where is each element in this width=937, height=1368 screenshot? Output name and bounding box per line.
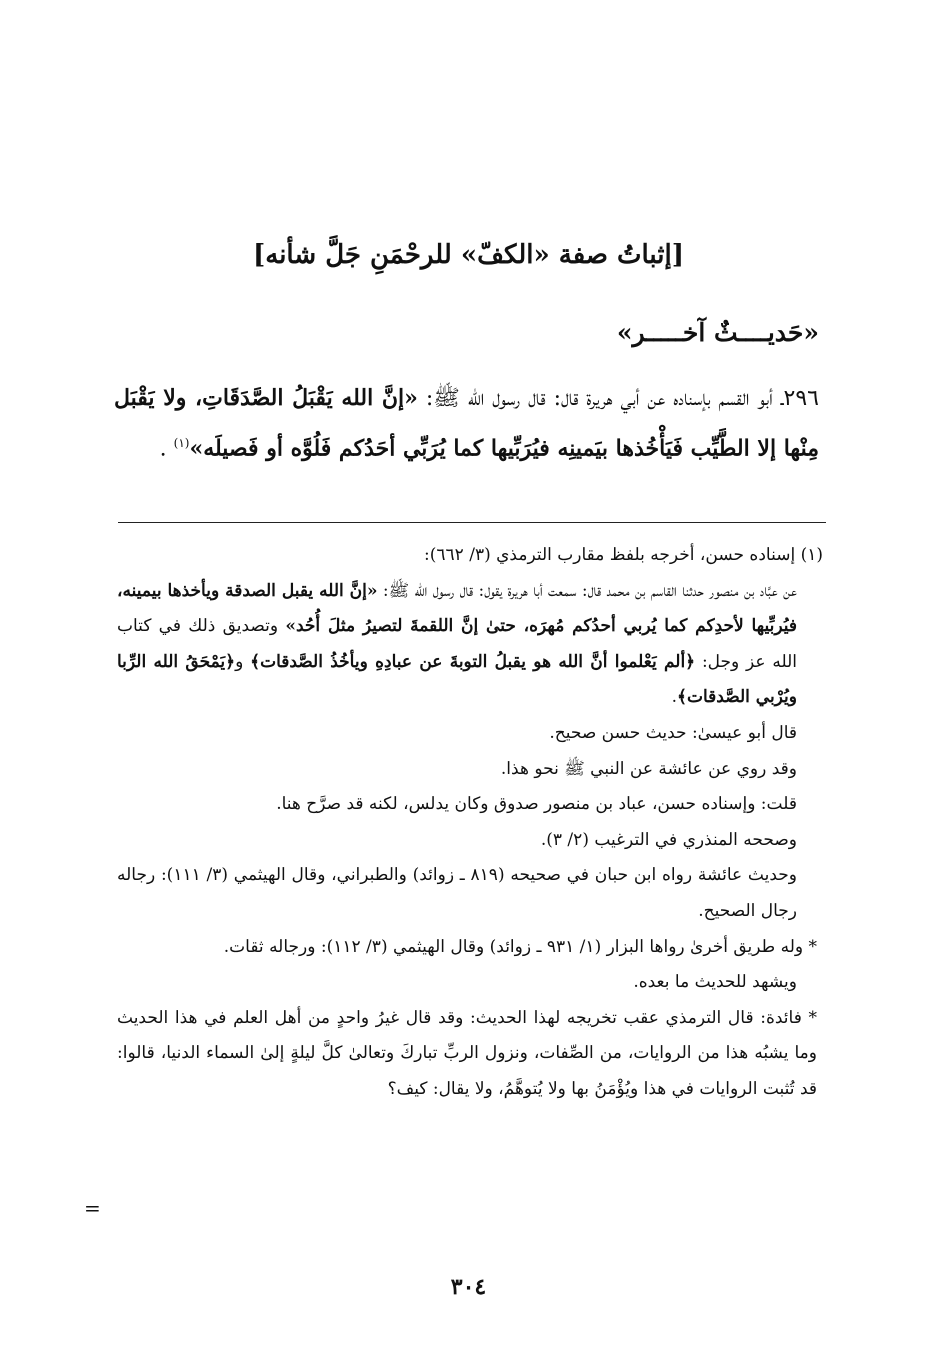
section-subtitle: «حَديــــثٌ آخـــــر»: [616, 318, 819, 347]
hadith-text: «إنَّ الله يَقْبَلُ الصَّدَقَاتِ، ولا يَقْبَل مِنْها إلا الطَّيِّب فَيَأْخُذها بيَمينِه فيُرَبِّيها كما يُرَبِّي أحَدُكم فَلُوَّه أو فَصيلَه»: [114, 385, 819, 462]
footnote-and: و: [235, 651, 251, 672]
footnote-faida: * فائدة: قال الترمذي عقب تخريجه لهذا الحديث: وقد قال غيرُ واحدٍ من أهل العلم في هذا الحديث وما يشبُه هذا من الروايات، من الصِّفات، ونزول الربِّ تباركَ وتعالىٰ كلَّ ليلةٍ إلىٰ السماء الدنيا، قالوا: قد تُثبت الروايات في هذا ويُؤْمَنُ بها ولا يُتوهَّمُ، ولا يقال: كيف؟: [117, 1007, 817, 1099]
footnote-marker: (١): [800, 545, 823, 565]
footnote-intro-text: إسناده حسن، أخرجه بلفظ مقارب الترمذي (٣/ ٦٦٢):: [424, 545, 801, 565]
footnote-qultu: قلت: وإسناده حسن، عباد بن منصور صدوق وكان يدلس، لكنه قد صرَّح هنا.: [276, 794, 797, 815]
footnote-hadith-text: «إنَّ الله يقبل الصدقة ويأخذها بيمينه، فيُربِّيها لأحدِكم كما يُربي أحدُكم مُهرَه، حتىٰ إنَّ اللقمةَ لتصيرُ مثلَ أُحُد»: [117, 580, 797, 637]
footnote-bazzar: * وله طريق أخرىٰ رواها البزار (١/ ٩٣١ ـ زوائد) وقال الهيثمي (٣/ ١١٢): ورجاله ثقات.: [223, 936, 817, 957]
footnote-tasdiq: وتصديق ذلك في كتاب الله عز وجل:: [117, 616, 797, 672]
section-title: [إثباتُ صفة «الكفّ» للرحْمَنِ جَلَّ شأنه]: [252, 240, 685, 270]
footnote-shahid: ويشهد للحديث ما بعده.: [633, 972, 797, 993]
quran-verse-1: ﴿ألم يَعْلموا أنَّ الله هو يقبلُ التوبةَ عن عبادِهِ ويأخُذُ الصَّدقات﴾: [250, 651, 696, 672]
quran-verse-2: ﴿يَمْحَقُ الله الرِّبا ويُرْبي الصَّدقات﴾: [117, 651, 797, 708]
hadith-intro: ٢٩٦ـ أبو القسم بإسناده عن أبي هريرة قال: قال رسول الله ﷺ:: [417, 386, 819, 411]
footnote-divider: [118, 522, 826, 523]
footnote-aisha: وقد روي عن عائشة عن النبي ﷺ نحو هذا.: [500, 758, 797, 779]
footnote-reference[interactable]: (١): [173, 436, 190, 450]
footnote-verse-end: .: [671, 687, 678, 708]
hadith-end: .: [159, 436, 174, 462]
footnote-hadith: [117, 574, 817, 716]
page-number: ٣٠٤: [450, 1274, 487, 1300]
footnotes: [117, 538, 823, 1108]
footnote-1-intro: [117, 538, 823, 574]
footnote-ibn-hibban: وحديث عائشة رواه ابن حبان في صحيحه (٨١٩ ـ زوائد) والطبراني، وقال الهيثمي (٣/ ١١١): رجاله رجال الصحيح.: [117, 865, 797, 921]
continuation-mark: =: [84, 1196, 101, 1220]
footnote-mundhiri: وصححه المنذري في الترغيب (٢/ ٣).: [540, 829, 797, 850]
footnote-chain: عن عبَّاد بن منصور حدثنا القاسم بن محمد قال: سمعت أبا هريرة يقول: قال رسول الله ﷺ:: [377, 580, 798, 601]
footnote-abu-isa: قال أبو عيسىٰ: حديث حسن صحيح.: [549, 722, 797, 743]
hadith-paragraph: [114, 376, 819, 471]
